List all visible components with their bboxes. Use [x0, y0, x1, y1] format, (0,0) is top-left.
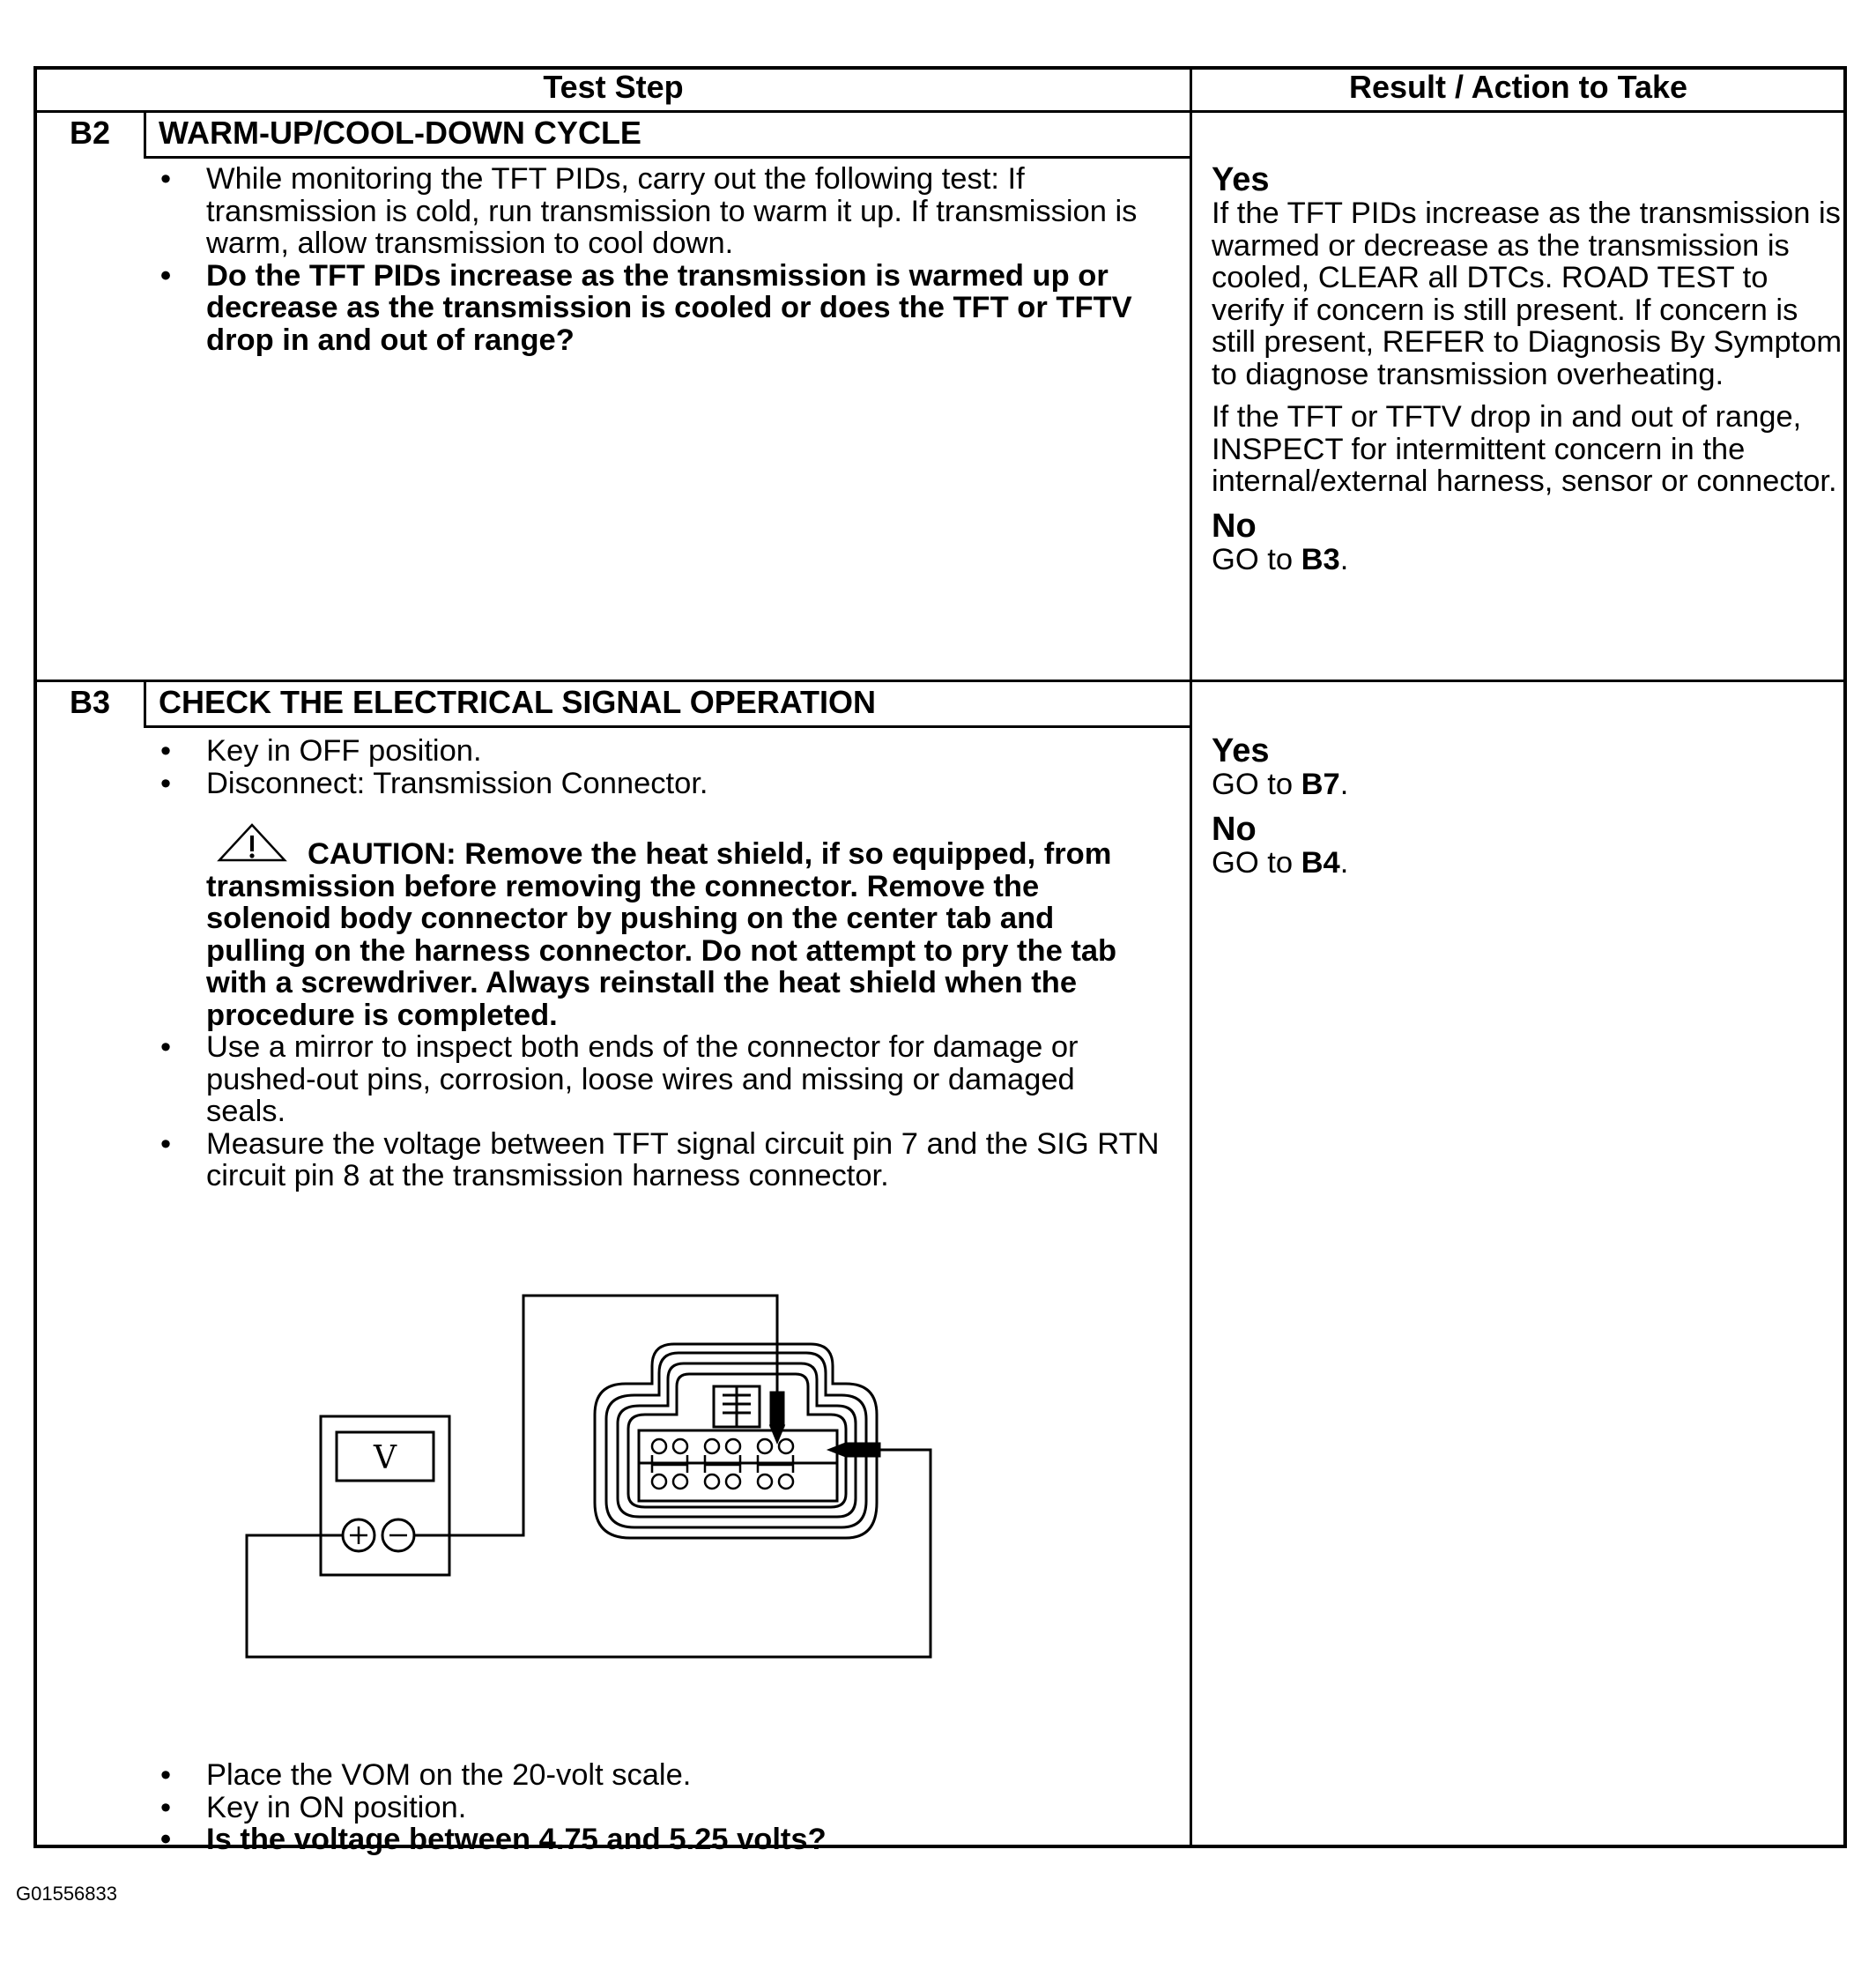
b3-bullet-4: • Measure the voltage between TFT signal circuit pin 7 and the SIG RTN circuit pin 8 at the transmission harness connector.: [157, 1128, 1161, 1192]
warning-triangle-icon: [217, 822, 287, 863]
b2-id-divider: [144, 112, 146, 158]
b2-result: [1212, 162, 1846, 576]
step-id-b2: B2: [69, 115, 111, 151]
b2-bullet-1: • While monitoring the TFT PIDs, carry out the following test: If transmission is cold, run transmission to warm it up. If transmission is warm, allow transmission to cool down.: [157, 163, 1161, 260]
vom-connector-diagram: [238, 1282, 943, 1670]
b2-title-divider: [144, 156, 1190, 159]
b3-yes-label: Yes: [1212, 732, 1270, 769]
b2-yes-text-1: If the TFT PIDs increase as the transmission is warmed or decrease as the transmission is cooled, CLEAR all DTCs. ROAD TEST to verify if concern is still present. If concern is still present, REFER to Diagnosis By Symptom to diagnose transmission overheating.: [1212, 197, 1843, 391]
b3-title-divider: [144, 725, 1190, 728]
b2-no-suffix: .: [1339, 542, 1349, 576]
b2-b3-divider: [33, 680, 1847, 682]
b2-instructions: [157, 163, 1161, 356]
step-id-b3: B3: [69, 684, 111, 720]
b2-no-prefix: GO to: [1212, 542, 1301, 576]
b3-bullet-6: • Key in ON position.: [157, 1792, 1161, 1824]
connector-pins: [652, 1439, 793, 1489]
b2-yes-text-2: If the TFT or TFTV drop in and out of range, INSPECT for intermittent concern in the internal/external harness, sensor or connector.: [1212, 400, 1837, 498]
b3-bullet-3: • Use a mirror to inspect both ends of the connector for damage or pushed-out pins, corrosion, loose wires and missing or damaged seals.: [157, 1031, 1161, 1128]
b2-no-ref: B3: [1301, 542, 1340, 576]
header-test-step: Test Step: [543, 69, 684, 105]
caution-text: CAUTION: Remove the heat shield, if so equipped, from transmission before removing the connector. Remove the solenoid body connector by pushing on the center tab and pulling on the harness connector. Do not attempt to pry the tab with a screwdriver. Always reinstall the heat shield when the procedure is completed.: [206, 837, 1117, 1032]
b2-no-label: No: [1212, 507, 1257, 545]
b3-bullet-2: • Disconnect: Transmission Connector.: [157, 768, 1161, 800]
figure-id: G01556833: [16, 1883, 117, 1905]
b3-result: [1212, 733, 1846, 879]
b3-bullet-7: • Is the voltage between 4.75 and 5.25 volts?: [157, 1824, 1161, 1856]
b3-no-prefix: GO to: [1212, 845, 1301, 880]
b2-no-text: [1212, 544, 1846, 576]
transmission-connector: [595, 1344, 877, 1538]
b3-bullet-1: • Key in OFF position.: [157, 735, 1161, 768]
b3-id-divider: [144, 681, 146, 727]
b3-no-label: No: [1212, 810, 1257, 848]
b2-bullet-2: • Do the TFT PIDs increase as the transmission is warmed up or decrease as the transmission is cooled or does the TFT or TFTV drop in and out of range?: [157, 260, 1161, 357]
step-title-b3: CHECK THE ELECTRICAL SIGNAL OPERATION: [159, 684, 877, 720]
b2-yes-label: Yes: [1212, 161, 1270, 198]
test-probes: [771, 1393, 879, 1456]
header-divider: [33, 110, 1847, 113]
b3-no-ref: B4: [1301, 845, 1340, 880]
b3-no-suffix: .: [1339, 845, 1349, 880]
b3-no-text: [1212, 847, 1846, 880]
b3-yes-text: [1212, 769, 1846, 801]
b3-instructions-2: [157, 1759, 1161, 1856]
b3-bullet-5: • Place the VOM on the 20-volt scale.: [157, 1759, 1161, 1792]
b3-yes-suffix: .: [1339, 768, 1349, 801]
header-result: Result / Action to Take: [1348, 69, 1688, 105]
b3-instructions: [157, 735, 1161, 1192]
b3-yes-ref: B7: [1301, 768, 1340, 801]
step-title-b2: WARM-UP/COOL-DOWN CYCLE: [159, 115, 641, 151]
column-divider: [1190, 66, 1192, 1848]
voltmeter-label: V: [374, 1440, 397, 1476]
b3-yes-prefix: GO to: [1212, 768, 1301, 801]
caution-block: [157, 838, 1161, 1031]
